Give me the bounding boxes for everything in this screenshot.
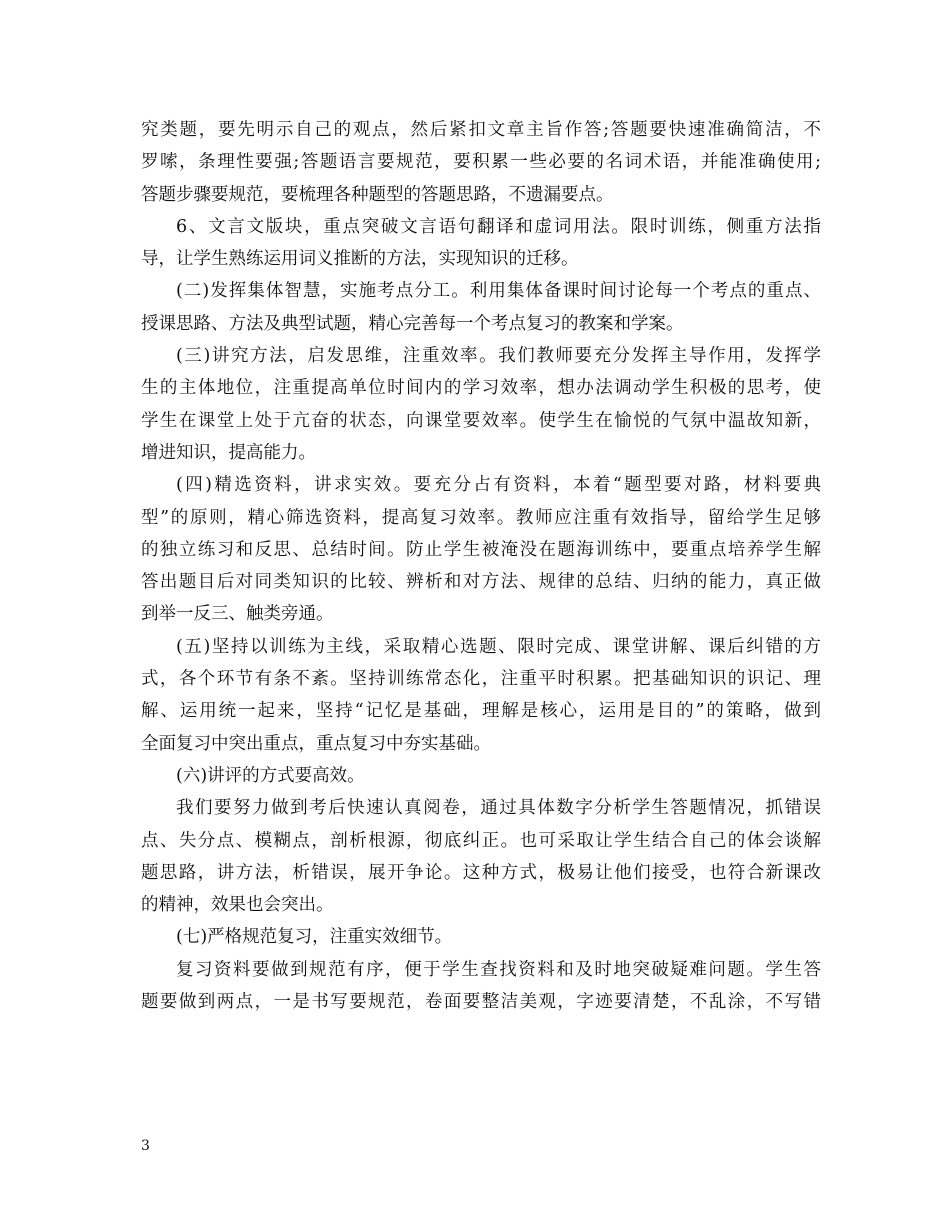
text-line: 题要做到两点，一是书写要规范，卷面要整洁美观，字迹要清楚，不乱涂，不写错 — [141, 992, 821, 1013]
text-line: 解、运用统一起来，坚持“记忆是基础，理解是核心，运用是目的”的策略，做到 — [141, 701, 821, 722]
text-line: 生的主体地位，注重提高单位时间内的学习效率，想办法调动学生积极的思考，使 — [141, 378, 821, 399]
paragraph-start-line: 复习资料要做到规范有序，便于学生查找资料和及时地突破疑难问题。学生答 — [176, 959, 821, 980]
paragraph-start-line: (三)讲究方法，启发思维，注重效率。我们教师要充分发挥主导作用，发挥学 — [176, 346, 821, 367]
text-line: 的精神，效果也会突出。 — [141, 895, 334, 916]
text-line: 答题步骤要规范，要梳理各种题型的答题思路，不遗漏要点。 — [141, 184, 614, 205]
section-heading: (六)讲评的方式要高效。 — [176, 765, 365, 786]
text-line: 答出题目后对同类知识的比较、辨析和对方法、规律的总结、归纳的能力，真正做 — [141, 572, 821, 593]
paragraph-start-line: (二)发挥集体智慧，实施考点分工。利用集体备课时间讨论每一个考点的重点、 — [176, 281, 821, 302]
paragraph-start-line: 我们要努力做到考后快速认真阅卷，通过具体数字分析学生答题情况，抓错误 — [176, 798, 821, 819]
text-line: 全面复习中突出重点，重点复习中夯实基础。 — [141, 733, 491, 754]
text-line: 式，各个环节有条不紊。坚持训练常态化，注重平时积累。把基础知识的识记、理 — [141, 669, 821, 690]
text-line: 罗嗦，条理性要强;答题语言要规范，要积累一些必要的名词术语，并能准确使用; — [141, 152, 821, 173]
text-line: 题思路，讲方法，析错误，展开争论。这种方式，极易让他们接受，也符合新课改 — [141, 862, 821, 883]
text-line: 导，让学生熟练运用词义推断的方法，实现知识的迁移。 — [141, 249, 579, 270]
text-line: 增进知识，提高能力。 — [141, 442, 316, 463]
paragraph-start-line: 6、文言文版块，重点突破文言语句翻译和虚词用法。限时训练，侧重方法指 — [176, 216, 821, 237]
text-line: 点、失分点、模糊点，剖析根源，彻底纠正。也可采取让学生结合自己的体会谈解 — [141, 830, 821, 851]
section-heading: (七)严格规范复习，注重实效细节。 — [176, 927, 453, 948]
text-line: 到举一反三、触类旁通。 — [141, 604, 334, 625]
page-number: 3 — [141, 1138, 150, 1154]
text-line: 授课思路、方法及典型试题，精心完善每一个考点复习的教案和学案。 — [141, 313, 684, 334]
text-line: 的独立练习和反思、总结时间。防止学生被淹没在题海训练中，要重点培养学生解 — [141, 539, 821, 560]
text-line: 学生在课堂上处于亢奋的状态，向课堂要效率。使学生在愉悦的气氛中温故知新， — [141, 410, 821, 431]
paragraph-start-line: (四)精选资料，讲求实效。要充分占有资料，本着“题型要对路，材料要典 — [176, 475, 821, 496]
text-line: 究类题，要先明示自己的观点，然后紧扣文章主旨作答;答题要快速准确简洁，不 — [141, 120, 821, 140]
text-line: 型”的原则，精心筛选资料，提高复习效率。教师应注重有效指导，留给学生足够 — [141, 507, 821, 528]
paragraph-start-line: (五)坚持以训练为主线，采取精心选题、限时完成、课堂讲解、课后纠错的方 — [176, 636, 821, 657]
body-text — [141, 114, 821, 1018]
